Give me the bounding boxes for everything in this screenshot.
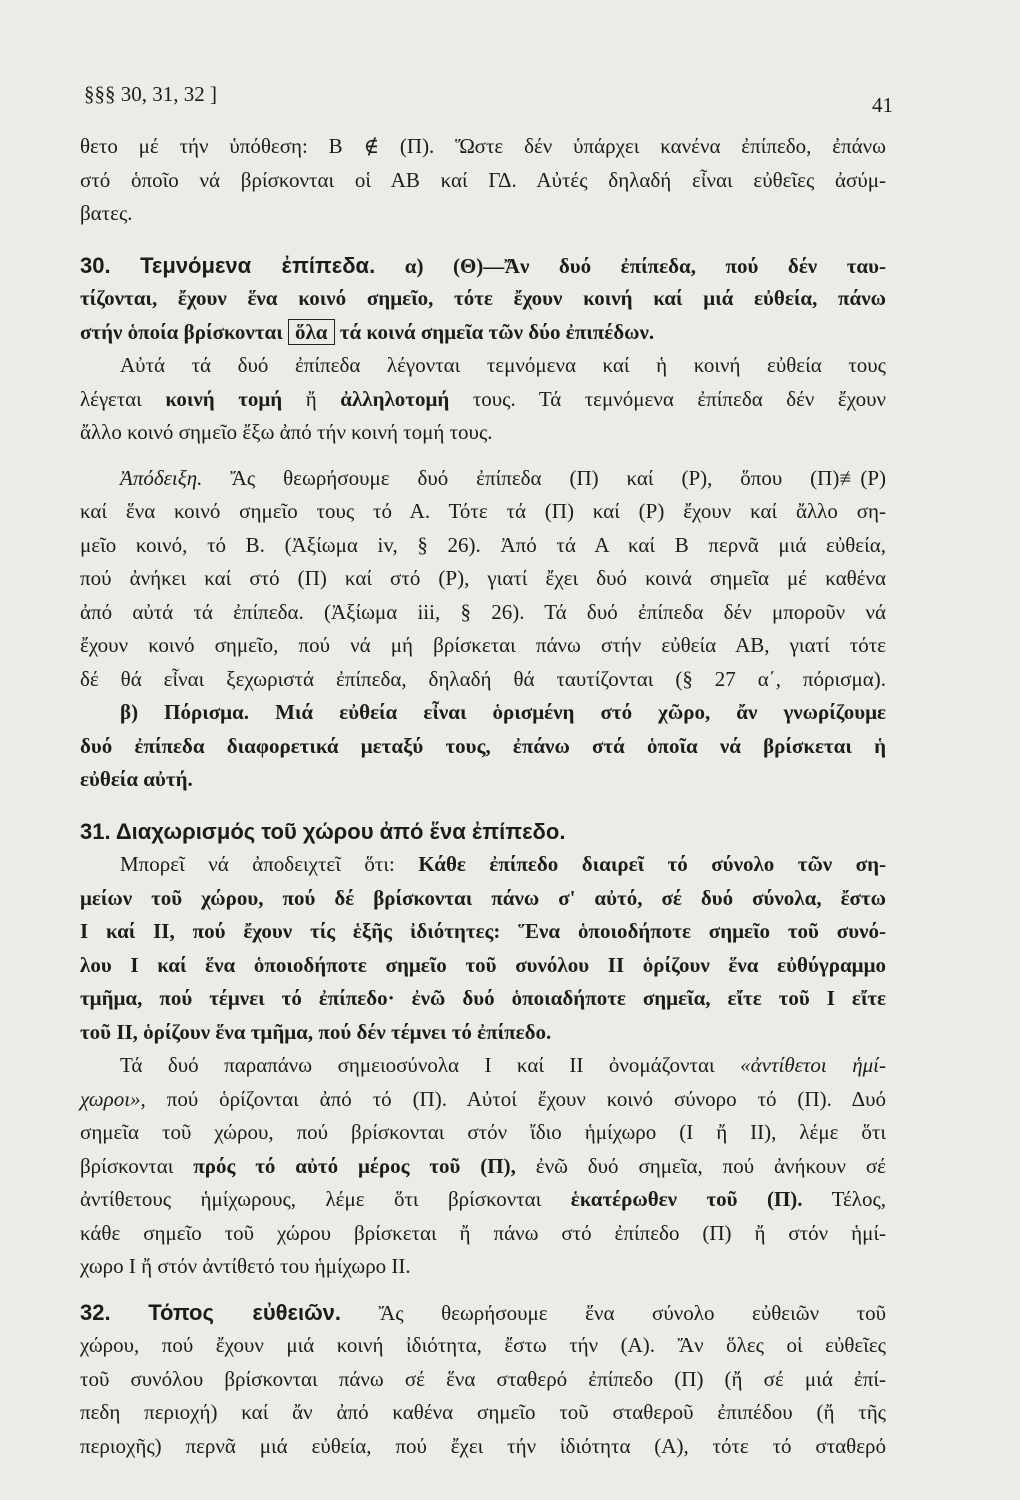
section-number: 32. [80,1299,111,1325]
section-title: Διαχωρισμός τοῦ χώρου ἀπό ἕνα ἐπίπεδο. [115,818,566,844]
theorem-line: στήν ὁποία βρίσκονται ὅλα τά κοινά σημεῖα τῶν δύο ἐπιπέδων. [80,319,655,344]
text-line: πεδη περιοχή) καί ἄν ἀπό καθένα σημεῖο τοῦ σταθεροῦ ἐπιπέδου (ἤ τῆς [80,1400,886,1424]
proof-line: Ἀπόδειξη. Ἄς θεωρήσουμε δυό ἐπίπεδα (Π) καί (Ρ), ὅπου (Π)≢(Ρ) [120,465,887,490]
text-line: Αὐτά τά δυό ἐπίπεδα λέγονται τεμνόμενα καί ἡ κοινή εὐθεία τους [120,353,886,377]
text-line: πού ἀνήκει καί στό (Π) καί στό (Ρ), γιατί ἔχει δυό κοινά σημεῖα μέ καθένα [80,566,886,590]
text-line: ἀπό αὐτά τά ἐπίπεδα. (Ἀξίωμα iii, § 26). Τά δυό ἐπίπεδα δέν μποροῦν νά [80,599,886,624]
section-title: Τεμνόμενα ἐπίπεδα. [140,252,376,278]
theorem-text: α) (Θ)—Ἄν δυό ἐπίπεδα, πού δέν ταυ- [404,253,886,278]
proof-label: Ἀπόδειξη. [120,465,203,490]
section-31-heading-line [80,815,886,849]
page-body [80,130,886,1463]
text-line: ἄλλο κοινό σημεῖο ἔξω ἀπό τήν κοινή τομή τους. [80,420,493,444]
page-number: 41 [872,93,893,117]
text-line: μείων τοῦ χώρου, πού δέ βρίσκονται πάνω σ' αὐτό, σέ δυό σύνολα, ἔστω [80,885,886,910]
text-line: Ι καί ΙΙ, πού ἔχουν τίς ἑξῆς ἰδιότητες: Ἕνα ὁποιοδήποτε σημεῖο τοῦ συνό- [80,919,886,943]
text-line: καί ἕνα κοινό σημεῖο τους τό Α. Τότε τά (Π) καί (Ρ) ἔχουν καί ἄλλο ση- [80,499,886,523]
text-line: Τά δυό παραπάνω σημειοσύνολα Ι καί ΙΙ ὀνομάζονται «ἀντίθετοι ἡμί- [120,1053,887,1077]
text-line: θετο μέ τήν ὑπόθεση: Β ∉ (Π). Ὥστε δέν ὑπάρχει κανένα ἐπίπεδο, ἐπάνω [80,134,886,158]
text-line: στό ὁποῖο νά βρίσκονται οἱ ΑΒ καί ΓΔ. Αὐτές δηλαδή εἶναι εὐθεῖες ἀσύμ- [80,167,886,192]
text-line: τμῆμα, πού τέμνει τό ἐπίπεδο· ἐνῶ δυό ὁποιαδήποτε σημεῖα, εἴτε τοῦ Ι εἴτε [80,986,886,1010]
text-line: Μπορεῖ νά ἀποδειχτεῖ ὅτι: Κάθε ἐπίπεδο διαιρεῖ τό σύνολο τῶν ση- [120,852,887,876]
running-header-sections: §§§ 30, 31, 32 ] [84,82,217,106]
section-number: 31. [80,818,111,844]
text-line: κάθε σημεῖο τοῦ χώρου βρίσκεται ἤ πάνω στό ἐπίπεδο (Π) ἤ στόν ἡμί- [80,1220,886,1245]
corollary-line: δυό ἐπίπεδα διαφορετικά μεταξύ τους, ἐπάνω στά ὁποῖα νά βρίσκεται ἡ [80,733,886,758]
text-line: δέ θά εἶναι ξεχωριστά ἐπίπεδα, δηλαδή θά ταυτίζονται (§ 27 α΄, πόρισμα). [80,666,886,691]
text-line: περιοχῆς) περνᾶ μιά εὐθεία, πού ἔχει τήν ἰδιότητα (Α), τότε τό σταθερό [80,1433,886,1458]
text-line: βατες. [80,201,133,225]
text-line: ἀντίθετους ἡμίχωρους, λέμε ὅτι βρίσκονται ἑκατέρωθεν τοῦ (Π). Τέλος, [80,1187,887,1211]
section-30-heading-line [80,249,886,283]
boxed-word: ὅλα [288,319,335,345]
corollary-line: β) Πόρισμα. Μιά εὐθεία εἶναι ὁρισμένη στό χῶρο, ἄν γνωρίζουμε [120,700,886,724]
term-bold: κοινή τομή [165,386,283,411]
text-line: βρίσκονται πρός τό αὐτό μέρος τοῦ (Π), ἐνῶ δυό σημεῖα, πού ἀνήκουν σέ [80,1153,887,1178]
text-line: χώρου, πού ἔχουν μιά κοινή ἰδιότητα, ἔστω τήν (Α). Ἄν ὅλες οἱ εὐθεῖες [80,1333,886,1357]
text-line: τοῦ ΙΙ, ὁρίζουν ἕνα τμῆμα, πού δέν τέμνει τό ἐπίπεδο. [80,1019,552,1044]
section-title: Τόπος εὐθειῶν. [148,1299,341,1325]
text-line: λέγεται κοινή τομή ἤ ἀλληλοτομή τους. Τά τεμνόμενα ἐπίπεδα δέν ἔχουν [80,386,886,411]
text-line: χωροι», πού ὁρίζονται ἀπό τό (Π). Αὐτοί ἔχουν κοινό σύνορο τό (Π). Δυό [80,1086,886,1111]
term-bold: ἀλληλοτομή [340,386,450,411]
text-line: τοῦ συνόλου βρίσκονται πάνω σέ ἕνα σταθερό ἐπίπεδο (Π) (ἤ σέ μιά ἐπί- [80,1366,886,1391]
text-line: χωρο Ι ἤ στόν ἀντίθετό του ἡμίχωρο ΙΙ. [80,1254,411,1278]
theorem-line: τίζονται, ἔχουν ἕνα κοινό σημεῖο, τότε ἔχουν κοινή καί μιά εὐθεία, πάνω [80,286,886,310]
corollary-line: εὐθεία αὐτή. [80,767,193,791]
text-line: μεῖο κοινό, τό Β. (Ἀξίωμα iv, § 26). Ἀπό τά Α καί Β περνᾶ μιά εὐθεία, [80,532,886,557]
section-32-heading-line: 32. Τόπος εὐθειῶν. Ἄς θεωρήσουμε ἕνα σύνολο εὐθειῶν τοῦ [80,1299,887,1325]
text-line: λου Ι καί ἕνα ὁποιοδήποτε σημεῖο τοῦ συνόλου ΙΙ ὁρίζουν ἕνα εὐθύγραμμο [80,952,886,977]
text-line: ἔχουν κοινό σημεῖο, πού νά μή βρίσκεται πάνω στήν εὐθεία ΑΒ, γιατί τότε [80,633,886,657]
section-number: 30. [80,252,111,278]
text-line: σημεῖα τοῦ χώρου, πού βρίσκονται στόν ἴδιο ἡμίχωρο (Ι ἤ ΙΙ), λέμε ὅτι [80,1120,886,1144]
